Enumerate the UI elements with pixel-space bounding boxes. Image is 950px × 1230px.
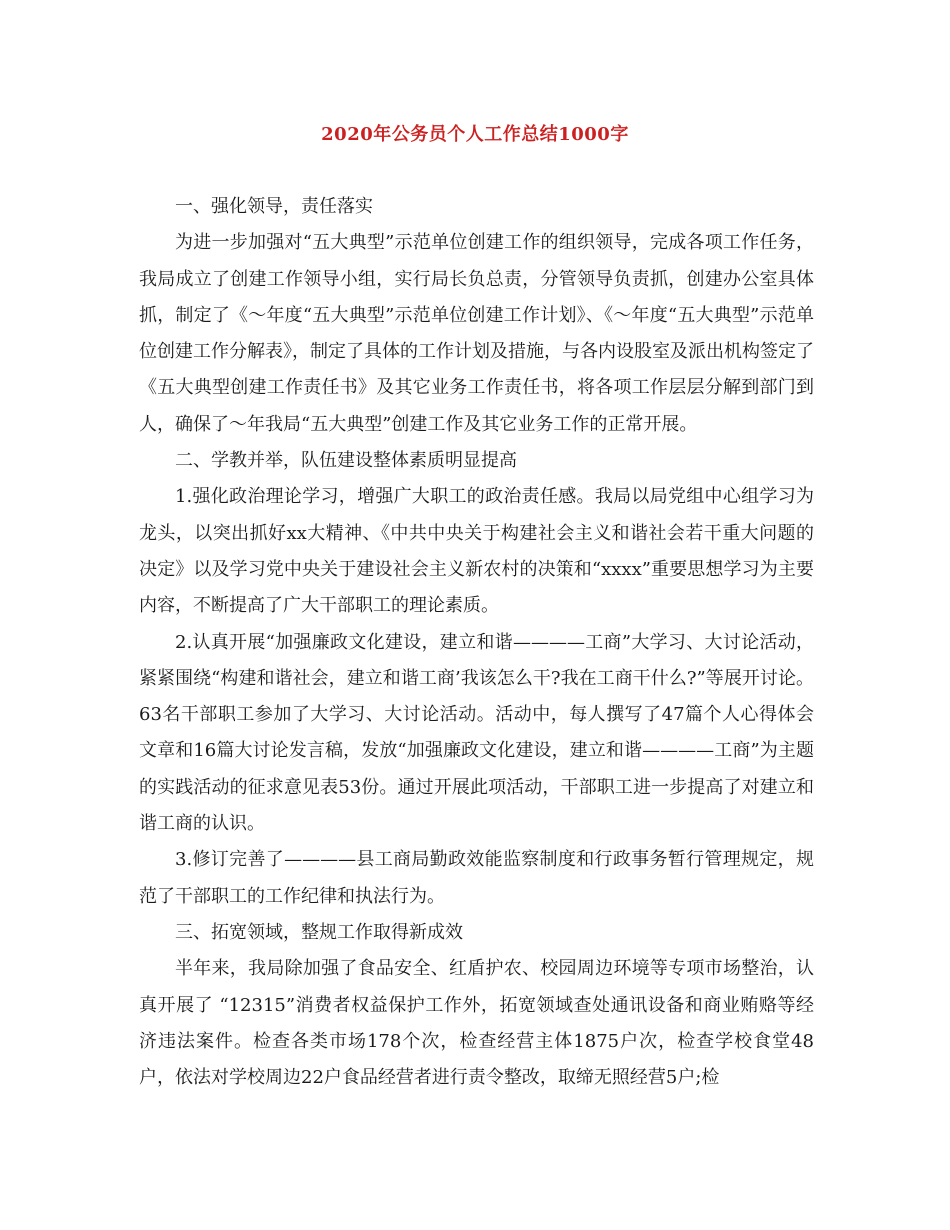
paragraph: 2.认真开展“加强廉政文化建设，建立和谐————工商”大学习、大讨论活动，紧紧围绕“构建和谐社会，建立和谐工商’我该怎么干?我在工商干什么?”等展开讨论。63名干部职工参加了大学习、大讨论活动。活动中，每人撰写了47篇个人心得体会文章和16篇大讨论发言稿，发放“加强廉政文化建设，建立和谐————工商”为主题的实践活动的征求意见表53份。通过开展此项活动，干部职工进一步提高了对建立和谐工商的认识。 (139, 631, 814, 835)
document-body (139, 189, 814, 1096)
paragraph: 1.强化政治理论学习，增强广大职工的政治责任感。我局以局党组中心组学习为龙头，以突出抓好xx大精神、《中共中央关于构建社会主义和谐社会若干重大问题的决定》以及学习党中央关于建设社会主义新农村的决策和“xxxx”重要思想学习为主要内容，不断提高了广大干部职工的理论素质。 (139, 486, 814, 617)
document-title: 2020年公务员个人工作总结1000字 (321, 124, 629, 145)
paragraph: 3.修订完善了————县工商局勤政效能监察制度和行政事务暂行管理规定，规范了干部职工的工作纪律和执法行为。 (139, 849, 814, 907)
section-heading-1: 一、强化领导，责任落实 (175, 196, 373, 217)
section-heading-2: 二、学教并举，队伍建设整体素质明显提高 (175, 450, 517, 472)
paragraph: 半年来，我局除加强了食品安全、红盾护农、校园周边环境等专项市场整治，认真开展了 “12315”消费者权益保护工作外，拓宽领域查处通讯设备和商业贿赂等经济违法案件。检查各类市场178个次，检查经营主体1875户次，检查学校食堂48户，依法对学校周边22户食品经营者进行责令整改，取缔无照经营5户;检 (139, 958, 814, 1089)
paragraph: 为进一步加强对“五大典型”示范单位创建工作的组织领导，完成各项工作任务，我局成立了创建工作领导小组，实行局长负总责，分管领导负责抓，创建办公室具体抓，制定了《～年度“五大典型”示范单位创建工作计划》、《～年度“五大典型”示范单位创建工作分解表》，制定了具体的工作计划及措施，与各内设股室及派出机构签定了《五大典型创建工作责任书》及其它业务工作责任书，将各项工作层层分解到部门到人，确保了～年我局“五大典型”创建工作及其它业务工作的正常开展。 (139, 232, 814, 435)
section-heading-3: 三、拓宽领域，整规工作取得新成效 (175, 921, 463, 943)
